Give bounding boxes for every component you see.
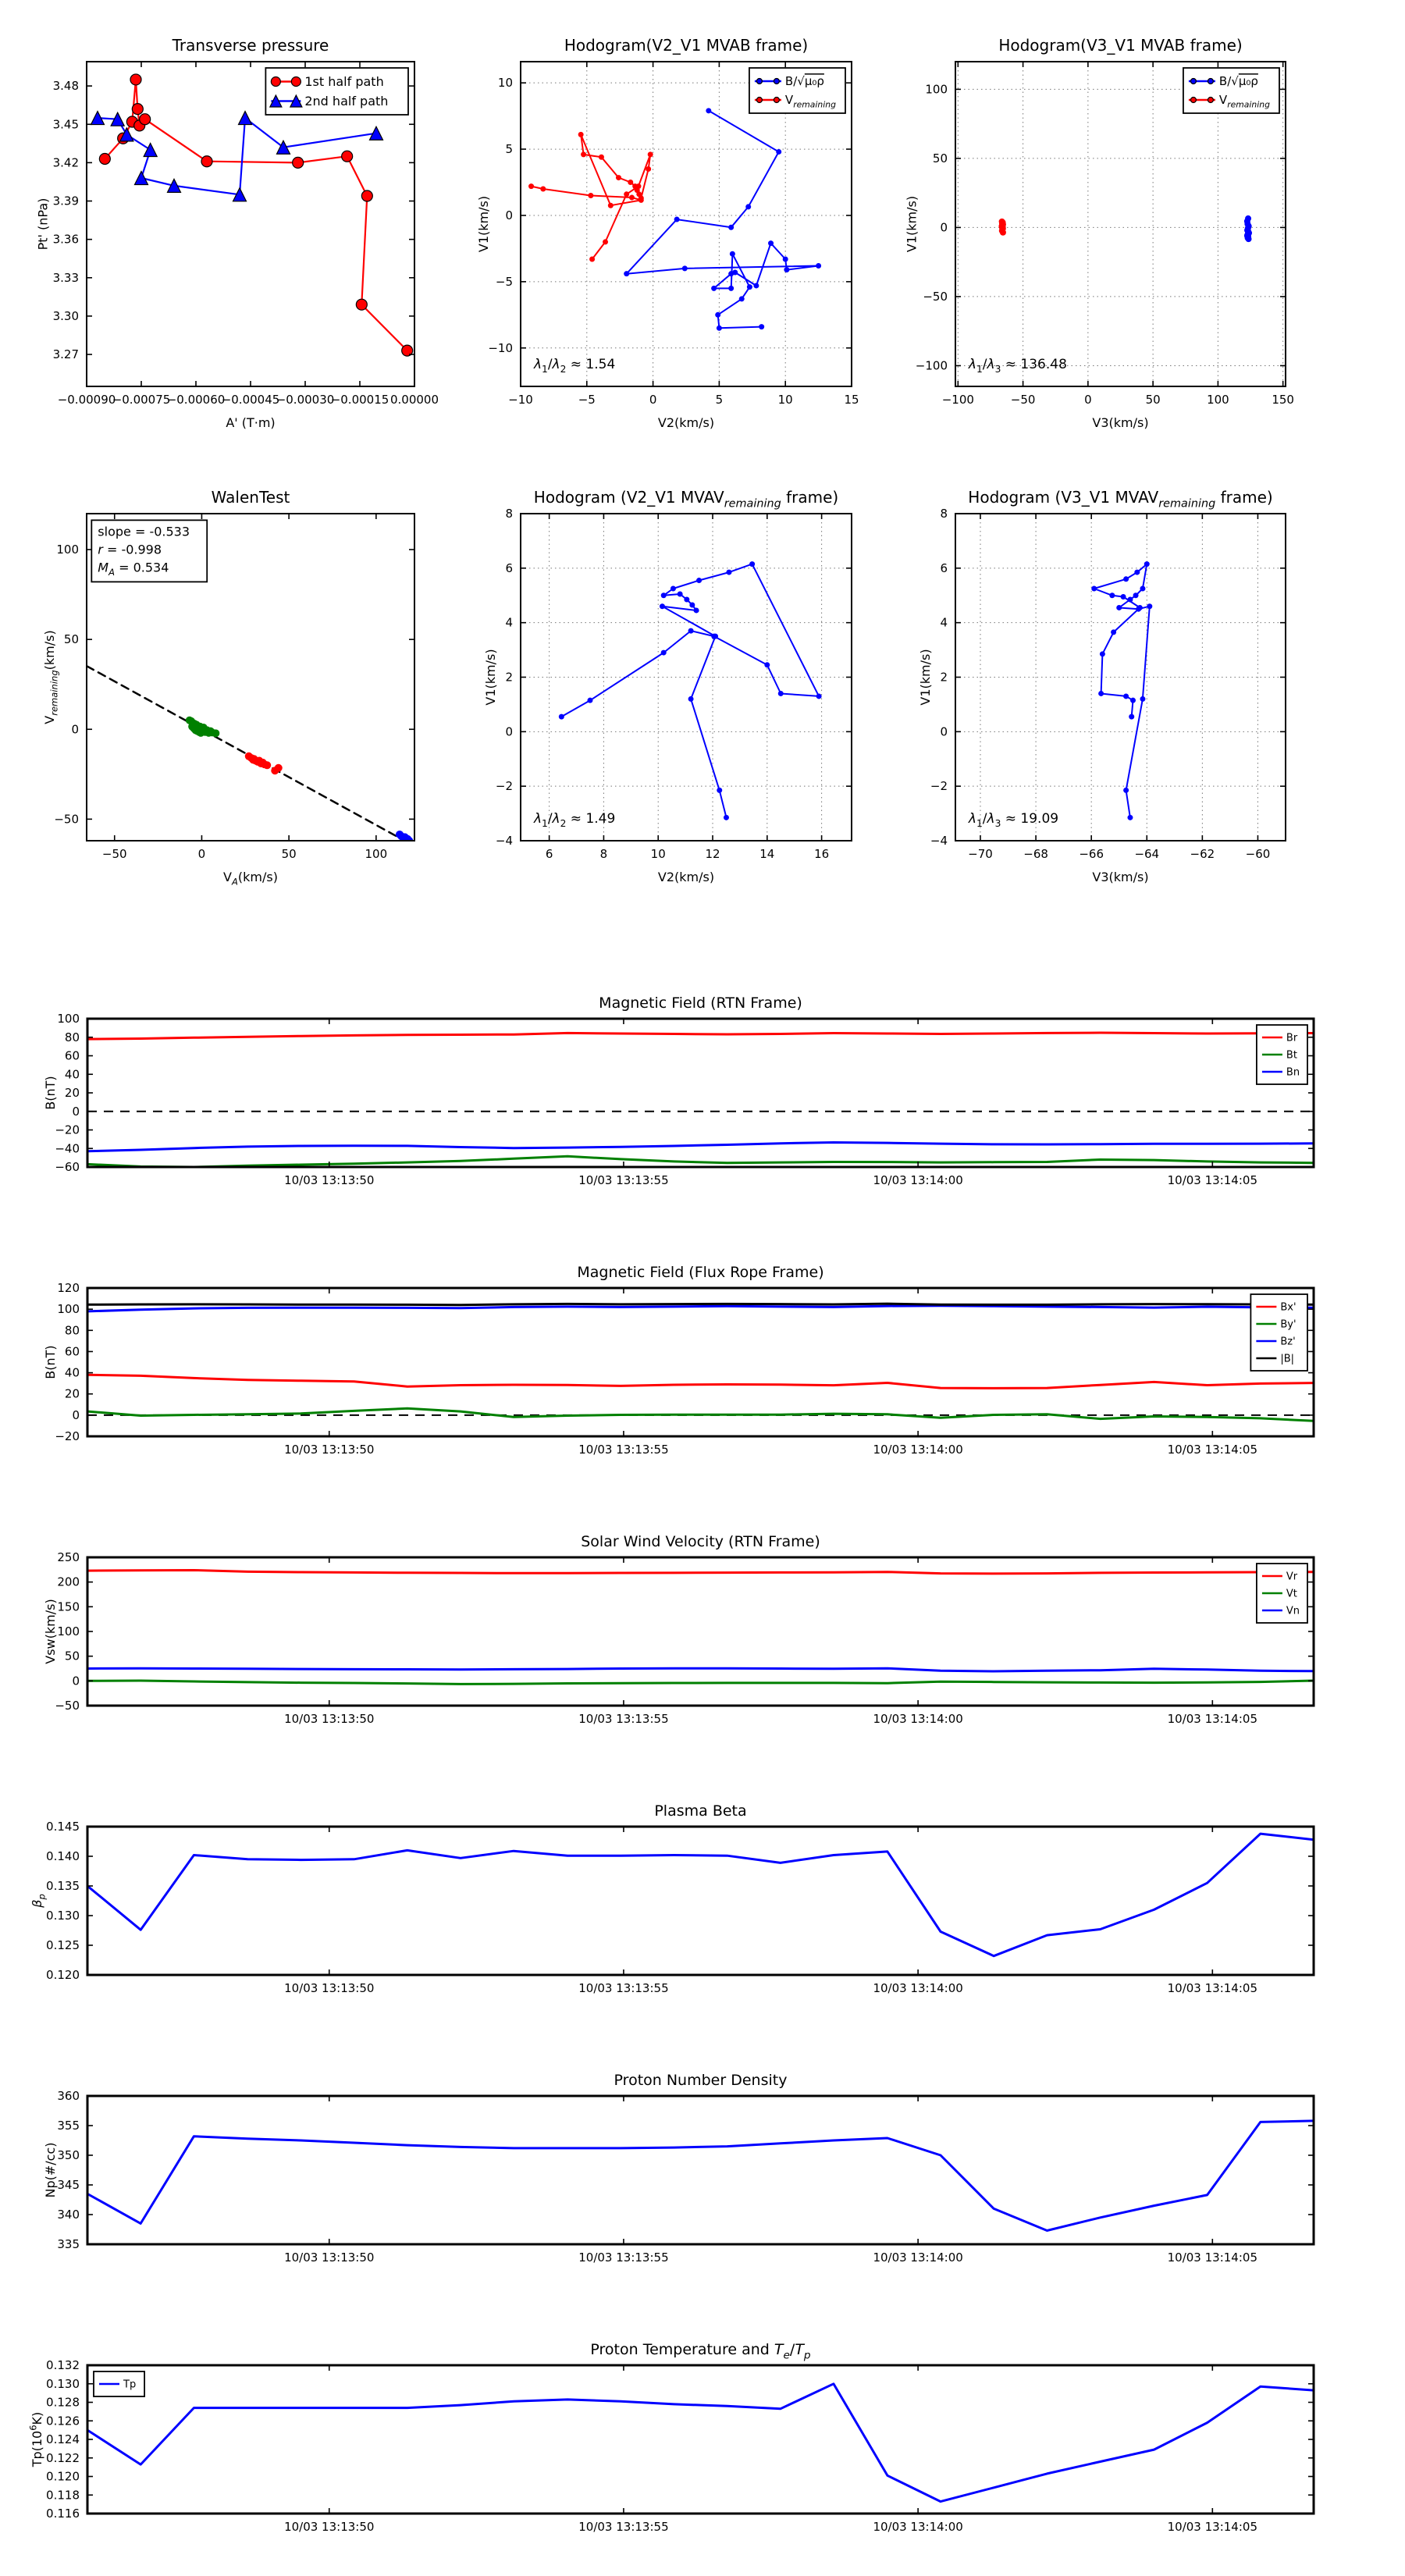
y-tick-label: 0.135: [46, 1879, 80, 1893]
annotation: $\lambda_1/\lambda_3 \approx 19.09$: [968, 810, 1059, 829]
legend-label: Vr: [1286, 1571, 1298, 1583]
y-axis-label: B(nT): [43, 1345, 59, 1379]
y-tick-label: 3.36: [52, 232, 79, 247]
x-axis-label: V2(km/s): [657, 415, 715, 430]
panel-hodogram-v2v1-mvab: [476, 36, 859, 430]
y-tick-label: 3.45: [52, 117, 79, 132]
x-tick-label: 10/03 13:13:55: [578, 2520, 669, 2534]
panel-title: Magnetic Field (Flux Rope Frame): [577, 1264, 824, 1281]
x-tick-label: 10/03 13:13:55: [578, 1443, 669, 1457]
x-tick-label: 100: [1207, 393, 1229, 407]
x-axis-label: V3(km/s): [1092, 870, 1149, 884]
y-tick-label: −2: [495, 779, 513, 794]
series-beta-p: [87, 1834, 1314, 1956]
y-axis-label: B(nT): [43, 1076, 59, 1110]
panel-solar-wind-velocity-rtn: [43, 1533, 1314, 1726]
x-tick-label: 10/03 13:14:05: [1167, 2520, 1258, 2534]
x-tick-label: −64: [1134, 847, 1160, 861]
x-tick-label: 16: [814, 847, 830, 861]
x-tick-label: 12: [705, 847, 720, 861]
panel-proton-number-density: [43, 2072, 1314, 2265]
y-tick-label: 80: [64, 1030, 80, 1044]
x-tick-label: 10/03 13:14:00: [873, 1981, 963, 1995]
legend-label: By': [1280, 1318, 1297, 1331]
x-tick-label: 14: [759, 847, 775, 861]
y-tick-label: 0.140: [46, 1849, 80, 1863]
y-tick-label: −4: [930, 834, 948, 848]
panel-walen-test: [42, 488, 414, 888]
series-Bt: [87, 1156, 1314, 1167]
x-tick-label: 10/03 13:14:05: [1167, 2250, 1258, 2265]
x-tick-label: 10/03 13:14:00: [873, 2520, 963, 2534]
panel-magnetic-field-flux-rope: [43, 1264, 1314, 1457]
y-tick-label: 100: [57, 1624, 80, 1638]
y-tick-label: −60: [55, 1160, 80, 1174]
x-tick-label: 100: [365, 847, 388, 861]
series-By-prime: [87, 1408, 1314, 1421]
series-layer: [998, 215, 1252, 242]
y-tick-label: −4: [495, 834, 513, 848]
x-tick-label: −0.00060: [166, 393, 226, 407]
x-tick-label: −66: [1079, 847, 1104, 861]
x-tick-label: 6: [545, 847, 553, 861]
x-tick-label: 15: [844, 393, 859, 407]
series-layer: [91, 74, 413, 356]
x-tick-label: −0.00090: [57, 393, 116, 407]
x-tick-label: 10/03 13:13:50: [284, 1712, 375, 1726]
series-Bx-prime: [87, 1375, 1314, 1388]
x-tick-label: −0.00045: [221, 393, 280, 407]
series-Vn: [87, 1668, 1314, 1671]
legend-label: Bn: [1286, 1066, 1300, 1079]
y-tick-label: 40: [64, 1365, 80, 1380]
y-tick-label: 0.130: [46, 1909, 80, 1923]
y-tick-label: 10: [497, 76, 513, 91]
y-tick-label: 0.124: [46, 2432, 80, 2446]
y-tick-label: −5: [495, 274, 513, 289]
x-axis-label: A' (T·m): [226, 415, 276, 430]
y-tick-label: 20: [64, 1086, 80, 1100]
legend: [1257, 1025, 1307, 1084]
y-tick-label: 6: [940, 560, 948, 575]
panel-title: Magnetic Field (RTN Frame): [599, 994, 802, 1012]
panel-title: Proton Temperature and $T_e/T_p$: [590, 2341, 811, 2362]
y-tick-label: 60: [64, 1344, 80, 1359]
x-tick-label: −0.00075: [112, 393, 171, 407]
x-tick-label: −0.00015: [330, 393, 389, 407]
legend-label: Vn: [1286, 1605, 1300, 1617]
y-tick-label: 0: [940, 724, 948, 739]
x-tick-label: 10/03 13:13:55: [578, 1173, 669, 1187]
y-axis-label: $\beta_p$: [30, 1894, 48, 1908]
panel-title: Hodogram(V2_V1 MVAB frame): [564, 36, 809, 55]
y-axis-label: $Tp(10^6K)$: [27, 2411, 44, 2467]
series-Tp: [87, 2384, 1314, 2502]
panel-transverse-pressure: [36, 36, 439, 430]
series-layer: [1091, 561, 1152, 820]
x-tick-label: 150: [1272, 393, 1294, 407]
x-tick-label: 10/03 13:13:55: [578, 1712, 669, 1726]
y-tick-label: 0: [72, 1674, 80, 1688]
y-tick-label: 5: [505, 142, 513, 157]
x-tick-label: −70: [968, 847, 993, 861]
x-tick-label: 10/03 13:13:55: [578, 2250, 669, 2265]
y-tick-label: 100: [925, 82, 948, 97]
series-layer: [528, 108, 821, 330]
panel-plasma-beta: [30, 1802, 1314, 1995]
panel-title: Hodogram (V3_V1 $MVAV_{remaining}$ frame): [968, 488, 1273, 511]
series-Np: [87, 2121, 1314, 2231]
y-tick-label: 4: [505, 615, 513, 630]
annotation: $\lambda_1/\lambda_2 \approx 1.49$: [533, 810, 616, 829]
y-tick-label: 0: [72, 1104, 80, 1119]
x-tick-label: 10/03 13:13:50: [284, 1443, 375, 1457]
panel-title: Solar Wind Velocity (RTN Frame): [581, 1533, 820, 1550]
y-tick-label: −10: [488, 340, 513, 355]
legend: [265, 68, 408, 115]
y-tick-label: 3.30: [52, 308, 79, 323]
y-tick-label: −20: [55, 1123, 80, 1137]
y-tick-label: 0.120: [46, 2469, 80, 2484]
panel-title: Hodogram (V2_V1 $MVAV_{remaining}$ frame): [533, 488, 839, 511]
x-tick-label: 0: [1084, 393, 1092, 407]
y-tick-label: 8: [505, 507, 513, 521]
info-box-line: r = -0.998: [98, 542, 162, 557]
y-tick-label: 3.27: [52, 347, 79, 362]
legend: [1257, 1564, 1307, 1623]
y-tick-label: −20: [55, 1429, 80, 1443]
y-axis-label: V1(km/s): [476, 195, 492, 253]
y-tick-label: 100: [56, 543, 79, 557]
x-tick-label: 0.00000: [389, 393, 439, 407]
y-tick-label: 3.33: [52, 270, 79, 285]
x-tick-label: −68: [1023, 847, 1048, 861]
panel-hodogram-v2v1-mvav: [483, 488, 852, 884]
y-tick-label: 0: [505, 724, 513, 739]
y-tick-label: −50: [55, 1699, 80, 1713]
y-tick-label: 3.48: [52, 79, 79, 94]
x-tick-label: −100: [941, 393, 974, 407]
x-tick-label: −62: [1190, 847, 1215, 861]
y-tick-label: 80: [64, 1323, 80, 1338]
y-tick-label: 40: [64, 1067, 80, 1082]
y-axis-label: Np(#/cc): [43, 2142, 59, 2198]
panel-hodogram-v3v1-mvab: [905, 36, 1294, 430]
series-Bz-prime: [87, 1306, 1314, 1311]
y-tick-label: 0: [940, 220, 948, 235]
y-axis-label: $V_{remaining}(km/s)$: [42, 630, 60, 724]
y-tick-label: 100: [57, 1302, 80, 1317]
annotation: $\lambda_1/\lambda_3 \approx 136.48$: [968, 357, 1067, 375]
legend-label: $V_{remaining}$: [784, 93, 836, 110]
x-tick-label: −60: [1245, 847, 1271, 861]
y-axis-label: V1(km/s): [904, 195, 919, 253]
y-tick-label: −2: [930, 779, 948, 794]
y-tick-label: 335: [57, 2237, 80, 2251]
x-tick-label: 50: [281, 847, 297, 861]
x-tick-label: −50: [101, 847, 127, 861]
series-hodogram-path: [561, 564, 819, 818]
y-tick-label: 120: [57, 1281, 80, 1295]
annotation: $\lambda_1/\lambda_2 \approx 1.54$: [533, 357, 616, 375]
legend-label: Br: [1286, 1032, 1298, 1044]
panel-magnetic-field-rtn: [43, 994, 1314, 1187]
legend-label: 1st half path: [304, 73, 384, 89]
y-tick-label: 345: [57, 2178, 80, 2192]
x-tick-label: 10/03 13:14:00: [873, 2250, 963, 2265]
x-tick-label: 10/03 13:14:05: [1167, 1443, 1258, 1457]
series-B-over-sqrt-mu0rho: [627, 111, 819, 329]
x-tick-label: 10/03 13:14:05: [1167, 1712, 1258, 1726]
series-Br: [87, 1033, 1314, 1039]
y-tick-label: −50: [923, 289, 948, 304]
x-axis-label: V3(km/s): [1092, 415, 1149, 430]
x-tick-label: 10/03 13:13:50: [284, 1173, 375, 1187]
legend: [1183, 68, 1279, 113]
series-layer: [87, 2384, 1314, 2502]
x-tick-label: 10/03 13:14:05: [1167, 1981, 1258, 1995]
x-tick-label: 10/03 13:14:05: [1167, 1173, 1258, 1187]
y-axis-label: V1(km/s): [917, 649, 933, 706]
y-tick-label: 3.39: [52, 194, 79, 208]
x-tick-label: 10/03 13:13:50: [284, 1981, 375, 1995]
legend: [1250, 1294, 1307, 1371]
series-Bn: [87, 1143, 1314, 1151]
series-layer: [87, 1571, 1314, 1685]
y-tick-label: 0: [505, 208, 513, 222]
legend-label: B/√μ₀ρ: [784, 74, 824, 89]
panel-proton-temperature: [27, 2341, 1314, 2534]
legend-label: B/√μ₀ρ: [1218, 74, 1258, 89]
y-tick-label: 4: [940, 615, 948, 630]
panel-hodogram-v3v1-mvav: [918, 488, 1286, 884]
series-B-magnitude: [87, 1304, 1314, 1305]
y-tick-label: 0.125: [46, 1938, 80, 1952]
x-tick-label: −50: [1010, 393, 1036, 407]
x-tick-label: 10/03 13:13:50: [284, 2520, 375, 2534]
y-tick-label: 150: [57, 1599, 80, 1614]
y-tick-label: 0.132: [46, 2358, 80, 2372]
y-tick-label: 0.116: [46, 2507, 80, 2521]
x-axis-label: $V_A(km/s)$: [223, 870, 278, 888]
y-tick-label: 3.42: [52, 155, 79, 170]
panel-title: Transverse pressure: [172, 36, 329, 55]
y-tick-label: 0: [71, 722, 79, 737]
y-tick-label: 50: [932, 151, 948, 165]
x-tick-label: 10/03 13:14:00: [873, 1443, 963, 1457]
y-tick-label: 0.130: [46, 2376, 80, 2391]
y-axis-label: Pt' (nPa): [35, 197, 51, 251]
y-axis-label: Vsw(km/s): [43, 1599, 59, 1664]
x-tick-label: 10/03 13:13:50: [284, 2250, 375, 2265]
series-layer: [87, 2121, 1314, 2231]
x-tick-label: 5: [715, 393, 724, 407]
y-axis-label: V1(km/s): [482, 649, 498, 706]
x-tick-label: 10/03 13:14:00: [873, 1173, 963, 1187]
legend-label: Bz': [1280, 1336, 1296, 1348]
y-tick-label: 20: [64, 1386, 80, 1401]
y-tick-label: −100: [915, 358, 948, 373]
legend-label: Bt: [1286, 1049, 1297, 1062]
x-tick-label: 8: [599, 847, 608, 861]
y-tick-label: 8: [940, 507, 948, 521]
y-tick-label: 50: [63, 632, 79, 647]
panel-title: WalenTest: [211, 488, 290, 507]
y-tick-label: 2: [505, 670, 513, 685]
legend: [94, 2371, 144, 2396]
x-tick-label: −0.00030: [276, 393, 335, 407]
y-tick-label: 50: [64, 1649, 80, 1663]
y-tick-label: 350: [57, 2148, 80, 2162]
series-layer: [87, 1304, 1314, 1421]
x-tick-label: 10/03 13:13:55: [578, 1981, 669, 1995]
x-axis-label: V2(km/s): [657, 870, 715, 884]
legend-label: Tp: [123, 2379, 137, 2391]
legend-label: Bx': [1280, 1301, 1297, 1314]
y-tick-label: 250: [57, 1550, 80, 1564]
y-tick-label: 360: [57, 2089, 80, 2103]
x-tick-label: 50: [1145, 393, 1161, 407]
series-layer: [559, 561, 822, 820]
panel-title: Plasma Beta: [654, 1802, 747, 1820]
x-tick-label: 10/03 13:14:00: [873, 1712, 963, 1726]
series-layer: [87, 1033, 1314, 1167]
y-tick-label: −50: [54, 812, 79, 827]
panel-title: Hodogram(V3_V1 MVAB frame): [998, 36, 1243, 55]
x-tick-label: 10: [650, 847, 666, 861]
legend-label: $V_{remaining}$: [1218, 93, 1270, 110]
y-tick-label: 2: [940, 670, 948, 685]
y-tick-label: 0.118: [46, 2488, 80, 2503]
legend: [749, 68, 845, 113]
y-tick-label: 0.122: [46, 2450, 80, 2465]
y-tick-label: 200: [57, 1574, 80, 1589]
series-Vr: [87, 1571, 1314, 1574]
series-hodogram-path: [1094, 564, 1150, 818]
info-box-line: $M_A = 0.534$: [98, 560, 169, 578]
y-tick-label: −40: [55, 1141, 80, 1156]
legend-label: Vt: [1286, 1588, 1297, 1600]
x-tick-label: −5: [578, 393, 596, 407]
y-tick-label: 60: [64, 1048, 80, 1063]
y-tick-label: 0.128: [46, 2395, 80, 2410]
y-tick-label: 340: [57, 2208, 80, 2222]
y-tick-label: 6: [505, 560, 513, 575]
y-tick-label: 355: [57, 2119, 80, 2133]
x-tick-label: 0: [197, 847, 206, 861]
series-layer: [87, 666, 414, 846]
legend-label: |B|: [1280, 1353, 1295, 1365]
x-tick-label: −10: [508, 393, 533, 407]
legend-label: 2nd half path: [304, 93, 389, 109]
series-layer: [87, 1834, 1314, 1956]
y-tick-label: 100: [57, 1012, 80, 1026]
y-tick-label: 0.120: [46, 1968, 80, 1982]
info-box-line: slope = -0.533: [98, 524, 190, 539]
x-tick-label: 10: [777, 393, 793, 407]
y-tick-label: 0.126: [46, 2414, 80, 2428]
series-Vt: [87, 1681, 1314, 1684]
y-tick-label: 0.145: [46, 1820, 80, 1834]
panel-title: Proton Number Density: [614, 2072, 788, 2089]
x-tick-label: 0: [649, 393, 657, 407]
y-tick-label: 0: [72, 1407, 80, 1422]
